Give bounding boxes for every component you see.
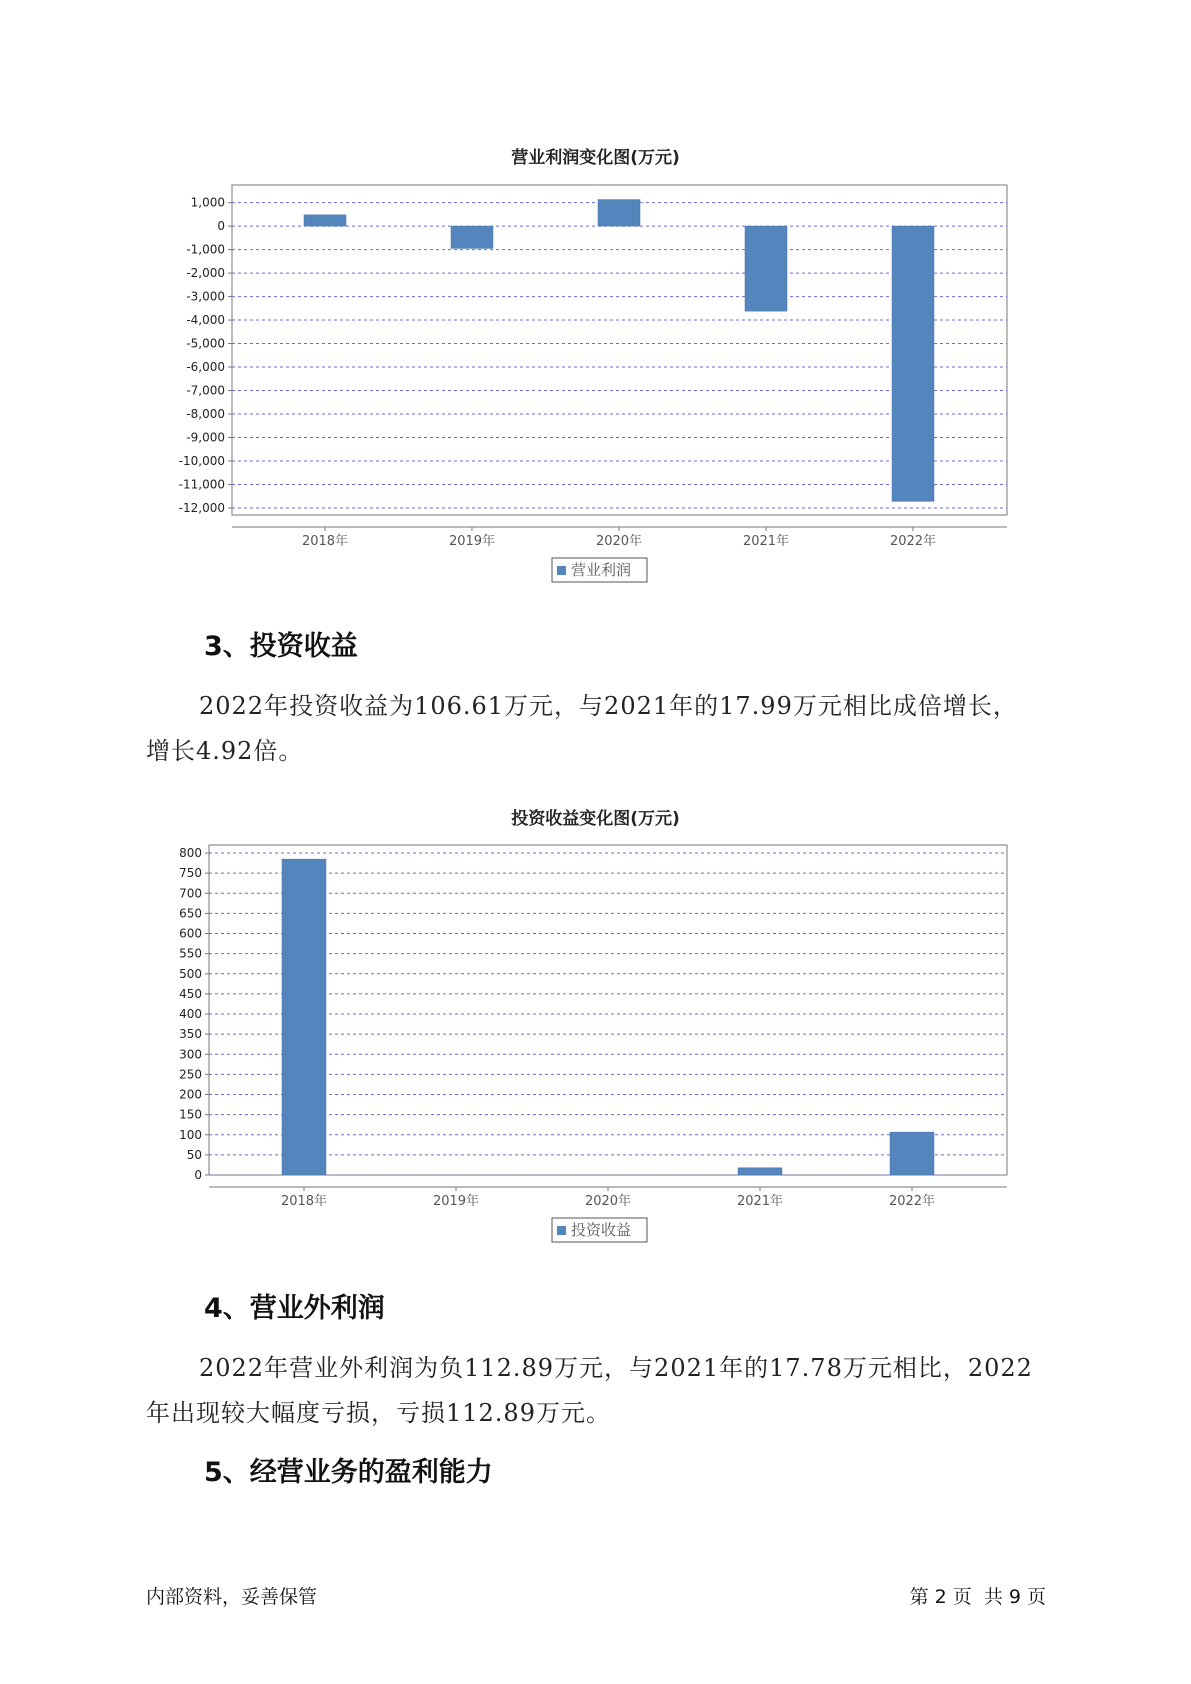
y-tick-label: -9,000	[186, 430, 225, 445]
x-tick-label: 2021年	[736, 1194, 784, 1209]
section-3-text-line2: 增长4.92倍。	[146, 737, 304, 765]
y-tick-label: -12,000	[178, 500, 225, 515]
y-tick-label: 600	[179, 926, 202, 941]
x-tick-label: 2020年	[595, 534, 643, 549]
section-3-heading: 3、投资收益	[204, 631, 358, 662]
investment-income-chart	[0, 830, 1191, 1250]
x-tick-label: 2021年	[742, 534, 790, 549]
y-tick-label: 550	[179, 946, 202, 961]
y-tick-label: -10,000	[178, 453, 225, 468]
bar	[598, 200, 640, 227]
section-4-text-line1: 2022年营业外利润为负112.89万元，与2021年的17.78万元相比，2022	[199, 1354, 1033, 1382]
section-4-text-line2: 年出现较大幅度亏损，亏损112.89万元。	[146, 1399, 611, 1427]
y-tick-label: 200	[179, 1087, 202, 1102]
legend-label: 投资收益	[571, 1221, 632, 1239]
section-4-paragraph	[146, 1346, 1066, 1436]
bar	[892, 226, 934, 501]
bar	[890, 1132, 934, 1175]
y-tick-label: -7,000	[186, 383, 225, 398]
bar	[738, 1168, 782, 1175]
y-tick-label: 350	[179, 1027, 202, 1042]
bar	[745, 226, 787, 311]
y-tick-label: 100	[179, 1127, 202, 1142]
operating-profit-chart	[0, 170, 1191, 630]
x-tick-label: 2022年	[888, 1194, 936, 1209]
y-tick-label: 500	[179, 966, 202, 981]
x-tick-label: 2018年	[280, 1194, 328, 1209]
section-3-paragraph	[146, 684, 1066, 774]
x-tick-label: 2019年	[432, 1194, 480, 1209]
y-tick-label: -5,000	[186, 336, 225, 351]
footer-page-number: 第 2 页 共 9 页	[909, 1586, 1046, 1608]
section-5-heading: 5、经营业务的盈利能力	[204, 1457, 493, 1488]
legend-swatch	[557, 566, 566, 575]
y-tick-label: 0	[194, 1168, 202, 1182]
y-tick-label: 450	[179, 986, 202, 1001]
plot-area	[209, 845, 1007, 1175]
y-tick-label: 400	[179, 1007, 202, 1022]
bar	[282, 859, 326, 1175]
legend-label: 营业利润	[571, 561, 632, 579]
x-tick-label: 2018年	[301, 534, 349, 549]
y-tick-label: 150	[179, 1107, 202, 1122]
footer-confidential-note: 内部资料，妥善保管	[146, 1586, 318, 1608]
y-tick-label: -4,000	[186, 313, 225, 328]
x-tick-label: 2022年	[889, 534, 937, 549]
bar	[451, 226, 493, 248]
chart2-title: 投资收益变化图(万元)	[511, 809, 680, 829]
y-tick-label: 250	[179, 1067, 202, 1082]
plot-area	[232, 185, 1007, 515]
y-tick-label: -3,000	[186, 289, 225, 304]
y-tick-label: 650	[179, 906, 202, 921]
section-4-heading: 4、营业外利润	[204, 1293, 385, 1324]
y-tick-label: 0	[217, 219, 225, 234]
section-3-text-line1: 2022年投资收益为106.61万元，与2021年的17.99万元相比成倍增长，	[199, 692, 1018, 720]
x-tick-label: 2020年	[584, 1194, 632, 1209]
y-tick-label: -6,000	[186, 360, 225, 375]
y-tick-label: -2,000	[186, 266, 225, 281]
x-tick-label: 2019年	[448, 534, 496, 549]
chart1-title: 营业利润变化图(万元)	[511, 148, 680, 168]
y-tick-label: 50	[186, 1147, 202, 1162]
legend-swatch	[557, 1226, 566, 1235]
y-tick-label: 1,000	[190, 195, 225, 210]
y-tick-label: 750	[179, 866, 202, 881]
y-tick-label: 700	[179, 886, 202, 901]
y-tick-label: -8,000	[186, 407, 225, 422]
bar	[304, 215, 346, 226]
y-tick-label: 300	[179, 1047, 202, 1062]
y-tick-label: 800	[179, 846, 202, 861]
y-tick-label: -1,000	[186, 242, 225, 257]
y-tick-label: -11,000	[178, 477, 225, 492]
